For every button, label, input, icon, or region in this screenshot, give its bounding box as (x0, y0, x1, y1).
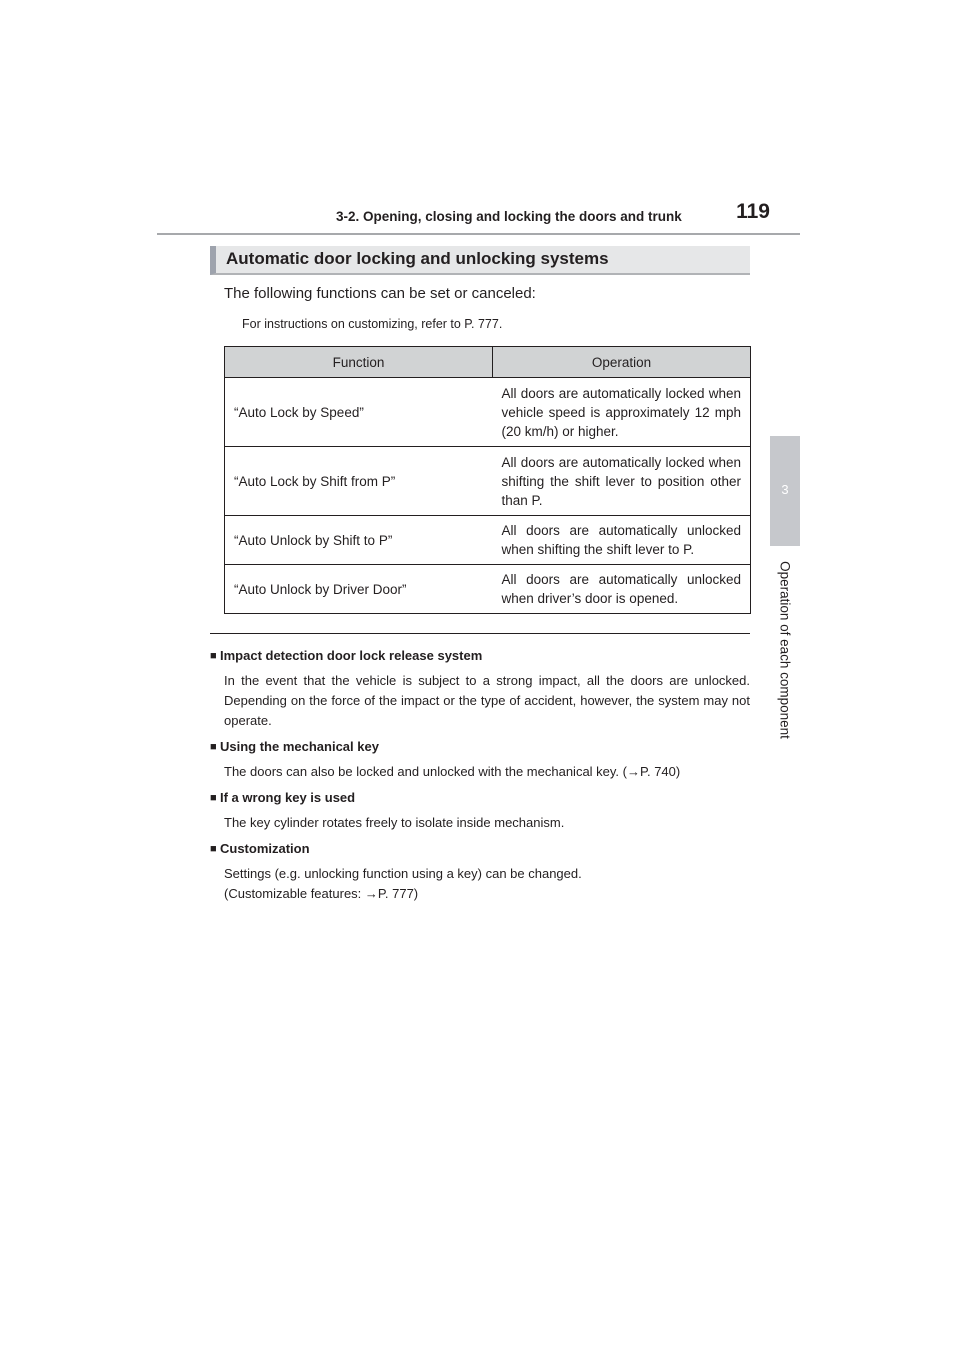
chapter-tab (770, 436, 800, 546)
function-cell: “Auto Lock by Shift from P” (225, 447, 493, 516)
table-header-row (225, 347, 751, 378)
chapter-tab-number: 3 (781, 482, 789, 497)
customize-note: For instructions on customizing, refer to P. 777. (242, 317, 503, 331)
table-row (225, 565, 751, 614)
note-body: In the event that the vehicle is subject to a strong impact, all the doors are unlocked. Depending on the force of the impact or the type of accident, however, the system may not operate. (224, 673, 750, 728)
header-operation: Operation (493, 347, 751, 378)
operation-cell: All doors are automatically locked when shifting the shift lever to position other than P. (493, 447, 751, 516)
square-bullet-icon: ■ (210, 792, 217, 804)
operation-cell: All doors are automatically locked when vehicle speed is approximately 12 mph (20 km/h) or higher. (493, 378, 751, 447)
note-body: The doors can also be locked and unlocked with the mechanical key. (→P. 740) (224, 764, 681, 779)
table-row (225, 516, 751, 565)
note-item (210, 737, 750, 782)
notes-divider (210, 633, 750, 634)
note-item (210, 646, 750, 731)
intro-text: The following functions can be set or canceled: (224, 285, 536, 302)
table-row (225, 447, 751, 516)
function-cell: “Auto Unlock by Driver Door” (225, 565, 493, 614)
operation-cell: All doors are automatically unlocked when driver’s door is opened. (493, 565, 751, 614)
operation-cell: All doors are automatically unlocked when shifting the shift lever to P. (493, 516, 751, 565)
notes-section (210, 646, 750, 910)
note-body (210, 864, 750, 904)
square-bullet-icon: ■ (210, 741, 217, 753)
function-cell: “Auto Lock by Speed” (225, 378, 493, 447)
page-number: 119 (736, 200, 770, 223)
note-title: Customization (220, 841, 310, 856)
note-item (210, 788, 750, 833)
chapter-side-label: Operation of each component (777, 561, 793, 739)
note-line: (Customizable features: →P. 777) (224, 886, 419, 901)
square-bullet-icon: ■ (210, 843, 217, 855)
chapter-section-title: 3-2. Opening, closing and locking the doors and trunk (336, 209, 682, 224)
section-heading (210, 246, 750, 275)
header-function: Function (225, 347, 493, 378)
note-line: Settings (e.g. unlocking function using a key) can be changed. (224, 866, 582, 881)
note-body: The key cylinder rotates freely to isolate inside mechanism. (224, 815, 565, 830)
header-divider (157, 233, 800, 235)
table-row (225, 378, 751, 447)
note-title: Using the mechanical key (220, 739, 379, 754)
section-heading-text: Automatic door locking and unlocking systems (226, 249, 609, 268)
note-title: If a wrong key is used (220, 790, 356, 805)
square-bullet-icon: ■ (210, 650, 217, 662)
functions-table (224, 346, 751, 614)
note-item (210, 839, 750, 904)
note-title: Impact detection door lock release system (220, 648, 483, 663)
function-cell: “Auto Unlock by Shift to P” (225, 516, 493, 565)
